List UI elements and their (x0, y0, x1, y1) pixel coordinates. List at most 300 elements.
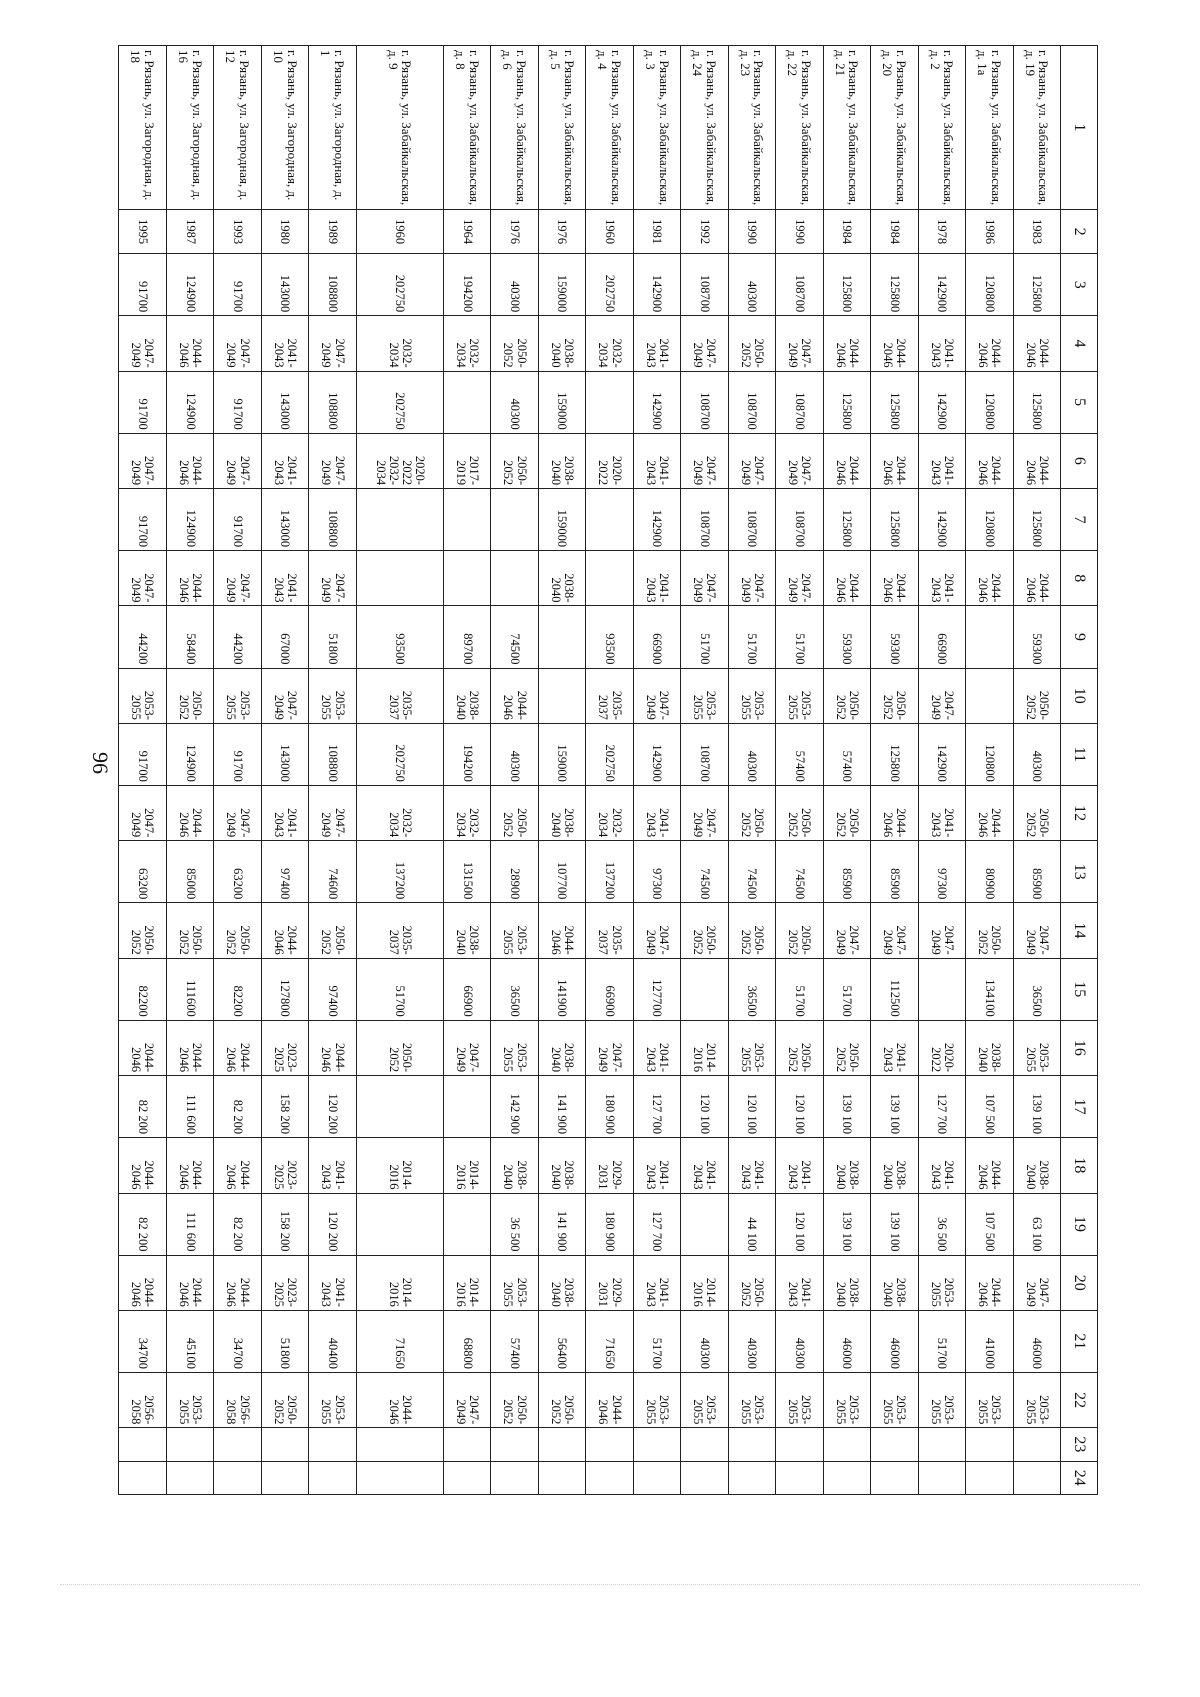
table-row (871, 46, 918, 1495)
table-cell: 2047- 2049 (681, 433, 728, 488)
table-cell (728, 1428, 775, 1461)
table-cell: 2053- 2055 (871, 1372, 918, 1427)
table-cell: 82200 (119, 958, 167, 1020)
table-cell: 93500 (586, 606, 633, 668)
table-cell: 2050- 2052 (491, 433, 538, 488)
table-cell: 143000 (261, 489, 308, 551)
table-cell: 143000 (261, 371, 308, 433)
table-cell: 2053- 2055 (728, 1372, 775, 1427)
table-cell: 1984 (871, 209, 918, 253)
table-cell: 2041- 2043 (728, 1138, 775, 1193)
table-cell: 82 200 (119, 1076, 167, 1138)
table-cell (443, 551, 490, 606)
table-cell: 2023- 2025 (261, 1020, 308, 1075)
table-cell: 2044- 2046 (119, 1138, 167, 1193)
table-cell: 2047- 2049 (261, 668, 308, 723)
table-cell: 142900 (633, 371, 680, 433)
table-cell: 111600 (166, 958, 213, 1020)
table-cell: 2038- 2040 (491, 1138, 538, 1193)
table-cell: 142900 (918, 254, 965, 316)
table-cell: 2050- 2052 (728, 316, 775, 371)
table-cell: 2038- 2040 (538, 1020, 585, 1075)
table-cell: г. Рязань, ул. Забайкальская, д. 20 (871, 46, 918, 210)
table-cell: 34700 (214, 1310, 261, 1372)
table-cell: 108700 (776, 254, 823, 316)
table-cell: 2053- 2055 (776, 668, 823, 723)
table-cell: 125800 (871, 254, 918, 316)
table-cell: 66900 (586, 958, 633, 1020)
table-cell: 2041- 2043 (261, 551, 308, 606)
table-cell: 2050- 2052 (728, 1255, 775, 1310)
table-cell: 2041- 2043 (261, 785, 308, 840)
table-cell: 120 100 (776, 1193, 823, 1255)
table-cell (681, 1428, 728, 1461)
table-cell: 2044- 2046 (309, 1020, 356, 1075)
table-cell (119, 1428, 167, 1461)
table-row (261, 46, 308, 1495)
table-cell: 91700 (214, 371, 261, 433)
table-cell: 2029- 2031 (586, 1255, 633, 1310)
table-cell: 2044- 2046 (871, 785, 918, 840)
table-cell: 2053- 2055 (681, 1372, 728, 1427)
table-cell: г. Рязань, ул. Забайкальская, д. 9 (356, 46, 443, 210)
table-cell (443, 489, 490, 551)
column-header-21: 21 (1061, 1310, 1098, 1372)
table-cell: г. Рязань, ул. Забайкальская, д. 21 (823, 46, 870, 210)
table-cell (356, 551, 443, 606)
table-cell: 2041- 2043 (633, 551, 680, 606)
table-cell: 91700 (119, 371, 167, 433)
table-cell: 120 100 (776, 1076, 823, 1138)
table-cell: 91700 (119, 723, 167, 785)
table-cell: 124900 (166, 723, 213, 785)
table-cell: 2044- 2046 (119, 1020, 167, 1075)
table-cell: 202750 (356, 254, 443, 316)
table-cell: 2041- 2043 (918, 1138, 965, 1193)
column-header-11: 11 (1061, 723, 1098, 785)
table-cell: 143000 (261, 254, 308, 316)
table-cell (443, 371, 490, 433)
table-cell: 108700 (681, 254, 728, 316)
table-cell: 2047- 2049 (776, 433, 823, 488)
table-cell: 51700 (356, 958, 443, 1020)
table-cell: 141 900 (538, 1076, 585, 1138)
table-cell: 131500 (443, 841, 490, 903)
table-cell: 2047- 2049 (309, 433, 356, 488)
table-cell: 143000 (261, 723, 308, 785)
table-cell: 46000 (823, 1310, 870, 1372)
table-row (966, 46, 1013, 1495)
table-cell: 108700 (681, 489, 728, 551)
table-cell: 158 200 (261, 1076, 308, 1138)
table-cell: 2053- 2055 (491, 1020, 538, 1075)
table-cell: 2044- 2046 (166, 316, 213, 371)
table-cell: 2041- 2043 (633, 1255, 680, 1310)
table-cell (214, 1428, 261, 1461)
table-cell: 57400 (491, 1310, 538, 1372)
table-cell: 1986 (966, 209, 1013, 253)
table-cell: 91700 (214, 489, 261, 551)
table-cell: 112500 (871, 958, 918, 1020)
table-cell: 2047- 2049 (681, 785, 728, 840)
table-cell (356, 489, 443, 551)
table-cell: 97300 (633, 841, 680, 903)
table-cell: 91700 (119, 489, 167, 551)
table-cell: 120 200 (309, 1076, 356, 1138)
table-cell (918, 1461, 965, 1494)
table-cell: 2056- 2058 (119, 1372, 167, 1427)
table-cell: 2041- 2043 (633, 1020, 680, 1075)
table-cell: 2014- 2016 (443, 1255, 490, 1310)
table-cell: 66900 (633, 606, 680, 668)
table-cell: 59300 (823, 606, 870, 668)
table-cell: 2047- 2049 (776, 316, 823, 371)
table-cell: 134100 (966, 958, 1013, 1020)
table-cell (443, 1076, 490, 1138)
table-cell (918, 1428, 965, 1461)
table-cell: 40300 (776, 1310, 823, 1372)
table-cell: 2047- 2049 (214, 316, 261, 371)
table-cell: 82 200 (119, 1193, 167, 1255)
table-row (823, 46, 870, 1495)
table-row (491, 46, 538, 1495)
table-cell: 2044- 2046 (966, 433, 1013, 488)
table-cell: 139 100 (823, 1193, 870, 1255)
table-cell: 2029- 2031 (586, 1138, 633, 1193)
page-number: 96 (88, 752, 113, 774)
table-cell: 40300 (491, 254, 538, 316)
table-cell: 40400 (309, 1310, 356, 1372)
table-cell: 2050- 2052 (491, 316, 538, 371)
table-cell: 2047- 2049 (918, 903, 965, 958)
table-cell: 2050- 2052 (776, 785, 823, 840)
table-cell: 2044- 2046 (166, 1020, 213, 1075)
table-cell: 2050- 2052 (776, 1020, 823, 1075)
table-cell (443, 1193, 490, 1255)
table-cell: 2038- 2040 (966, 1020, 1013, 1075)
table-cell: 40300 (491, 371, 538, 433)
table-cell: 194200 (443, 723, 490, 785)
table-cell: 36 500 (918, 1193, 965, 1255)
table-cell: 2047- 2049 (309, 785, 356, 840)
table-cell: 2041- 2043 (261, 433, 308, 488)
table-cell: 2038- 2040 (538, 316, 585, 371)
table-cell: г. Рязань, ул. Забайкальская, д. 2 (918, 46, 965, 210)
table-cell: 2047- 2049 (309, 316, 356, 371)
table-cell (356, 1076, 443, 1138)
table-cell: 2053- 2055 (491, 903, 538, 958)
table-cell: 2050- 2052 (728, 903, 775, 958)
table-cell: 91700 (214, 723, 261, 785)
table-body (119, 46, 1061, 1495)
column-header-23: 23 (1061, 1428, 1098, 1461)
table-row (309, 46, 356, 1495)
table-cell: 2014- 2016 (443, 1138, 490, 1193)
column-header-7: 7 (1061, 489, 1098, 551)
table-row (166, 46, 213, 1495)
table-cell: 142900 (918, 489, 965, 551)
table-cell: 108700 (776, 489, 823, 551)
table-cell: 2044- 2046 (166, 1138, 213, 1193)
table-cell: 2047- 2049 (443, 1020, 490, 1075)
table-cell: 2044- 2046 (214, 1020, 261, 1075)
table-cell: 2038- 2040 (823, 1138, 870, 1193)
table-cell: 2014- 2016 (681, 1020, 728, 1075)
table-cell (918, 958, 965, 1020)
table-cell: 2047- 2049 (586, 1020, 633, 1075)
table-cell: 108700 (728, 489, 775, 551)
column-header-6: 6 (1061, 433, 1098, 488)
table-cell: 120800 (966, 254, 1013, 316)
column-header-4: 4 (1061, 316, 1098, 371)
table-cell: 68800 (443, 1310, 490, 1372)
table-cell: 107700 (538, 841, 585, 903)
column-header-2: 2 (1061, 209, 1098, 253)
table-cell: 2035- 2037 (586, 903, 633, 958)
table-cell: 2041- 2043 (918, 316, 965, 371)
table-cell: 2038- 2040 (538, 1255, 585, 1310)
table-cell: 2047- 2049 (309, 551, 356, 606)
table-cell: 85900 (823, 841, 870, 903)
table-cell: 2032- 2034 (586, 316, 633, 371)
column-header-3: 3 (1061, 254, 1098, 316)
table-cell: 2050- 2052 (728, 785, 775, 840)
table-cell: 2044- 2046 (119, 1255, 167, 1310)
column-header-10: 10 (1061, 668, 1098, 723)
table-cell: 124900 (166, 371, 213, 433)
table-cell: 2041- 2043 (633, 1138, 680, 1193)
table-cell: 141 900 (538, 1193, 585, 1255)
table-cell: 97300 (918, 841, 965, 903)
table-cell: 85900 (871, 841, 918, 903)
column-header-5: 5 (1061, 371, 1098, 433)
table-cell (966, 668, 1013, 723)
table-cell: 2050- 2052 (166, 668, 213, 723)
table-cell: 107 500 (966, 1076, 1013, 1138)
table-cell: 2044- 2046 (1013, 316, 1060, 371)
table-row (119, 46, 167, 1495)
table-cell: 2044- 2046 (214, 1255, 261, 1310)
table-cell: 2050- 2052 (823, 668, 870, 723)
table-cell (823, 1428, 870, 1461)
table-cell: 2053- 2055 (1013, 1020, 1060, 1075)
table-cell: 56400 (538, 1310, 585, 1372)
table-cell: 2047- 2049 (119, 316, 167, 371)
table-cell: 74500 (491, 606, 538, 668)
table-cell: 2050- 2052 (823, 1020, 870, 1075)
table-cell: 2047- 2049 (119, 551, 167, 606)
table-cell: 2041- 2043 (918, 433, 965, 488)
table-cell: 120800 (966, 371, 1013, 433)
table-cell: 1990 (728, 209, 775, 253)
table-cell: 2044- 2046 (823, 316, 870, 371)
table-cell: 2053- 2055 (1013, 1372, 1060, 1427)
table-cell (728, 1461, 775, 1494)
table-cell: 40300 (491, 723, 538, 785)
table-cell (823, 1461, 870, 1494)
table-cell: 1992 (681, 209, 728, 253)
table-cell: 51700 (776, 606, 823, 668)
table-cell: 74600 (309, 841, 356, 903)
table-cell (443, 1428, 490, 1461)
table-cell: 125800 (1013, 489, 1060, 551)
table-cell: 2050- 2052 (538, 1372, 585, 1427)
table-cell: 2038- 2040 (538, 433, 585, 488)
table-cell: 45100 (166, 1310, 213, 1372)
table-cell (166, 1428, 213, 1461)
table-cell: 1995 (119, 209, 167, 253)
table-cell: 40300 (728, 723, 775, 785)
column-header-1: 1 (1061, 46, 1098, 210)
table-cell: 51700 (681, 606, 728, 668)
table-cell (538, 606, 585, 668)
table-cell: 159000 (538, 254, 585, 316)
table-cell: 2038- 2040 (443, 668, 490, 723)
table-cell: 1960 (586, 209, 633, 253)
table-cell: 2047- 2049 (633, 903, 680, 958)
table-row (356, 46, 443, 1495)
table-cell: 107 500 (966, 1193, 1013, 1255)
table-cell: 2035- 2037 (356, 668, 443, 723)
table-cell: 66900 (443, 958, 490, 1020)
table-cell (538, 1428, 585, 1461)
table-cell: 2032- 2034 (443, 316, 490, 371)
table-cell: 40300 (728, 1310, 775, 1372)
table-cell: 2041- 2043 (918, 785, 965, 840)
table-cell: 125800 (871, 489, 918, 551)
table-cell: 40300 (681, 1310, 728, 1372)
table-cell: 108800 (309, 489, 356, 551)
table-cell: 57400 (823, 723, 870, 785)
table-cell: 2041- 2043 (776, 1138, 823, 1193)
table-cell: 139 100 (1013, 1076, 1060, 1138)
table-cell (586, 1428, 633, 1461)
table-cell: 125800 (823, 254, 870, 316)
table-cell: 111 600 (166, 1193, 213, 1255)
table-cell: 1989 (309, 209, 356, 253)
table-cell: 2020- 2022 (586, 433, 633, 488)
table-cell: 57400 (776, 723, 823, 785)
table-cell: 2044- 2046 (1013, 433, 1060, 488)
column-header-13: 13 (1061, 841, 1098, 903)
table-cell: 125800 (1013, 371, 1060, 433)
header-row (1061, 46, 1098, 1495)
table-cell: 159000 (538, 489, 585, 551)
table-cell: 2020- 2022 (918, 1020, 965, 1075)
table-cell: 2053- 2055 (214, 668, 261, 723)
table-cell: 2047- 2049 (728, 551, 775, 606)
table-cell: г. Рязань, ул. Забайкальская, д. 4 (586, 46, 633, 210)
table-cell: 71650 (586, 1310, 633, 1372)
table-cell (119, 1461, 167, 1494)
table-row (443, 46, 490, 1495)
table-cell (356, 1428, 443, 1461)
table-cell: 1960 (356, 209, 443, 253)
table-cell: г. Рязань, ул. Забайкальская, д. 1а (966, 46, 1013, 210)
table-cell: 2050- 2052 (356, 1020, 443, 1075)
column-header-15: 15 (1061, 958, 1098, 1020)
table-cell: 2032- 2034 (356, 785, 443, 840)
table-cell: 58400 (166, 606, 213, 668)
table-cell: г. Рязань, ул. Забайкальская, д. 23 (728, 46, 775, 210)
table-cell: 2038- 2040 (538, 785, 585, 840)
table-cell: 1984 (823, 209, 870, 253)
table-cell: 2053- 2055 (966, 1372, 1013, 1427)
table-cell: 1964 (443, 209, 490, 253)
table-cell: 142900 (918, 723, 965, 785)
table-cell (356, 1461, 443, 1494)
table-cell: 80900 (966, 841, 1013, 903)
table-cell: 2053- 2055 (633, 1372, 680, 1427)
table-cell: 2053- 2055 (728, 1020, 775, 1075)
table-cell: 2047- 2049 (681, 551, 728, 606)
table-cell: 125800 (823, 371, 870, 433)
table-cell: 2047- 2049 (1013, 1255, 1060, 1310)
table-cell (443, 1461, 490, 1494)
table-cell: 125800 (1013, 254, 1060, 316)
table-cell: 2050- 2052 (823, 785, 870, 840)
table-cell (491, 1461, 538, 1494)
table-cell: 120 100 (728, 1076, 775, 1138)
table-cell: 2041- 2043 (309, 1138, 356, 1193)
table-cell: 51700 (823, 958, 870, 1020)
table-cell: 2053- 2055 (166, 1372, 213, 1427)
table-cell: 1981 (633, 209, 680, 253)
table-cell: 2044- 2046 (1013, 551, 1060, 606)
table-cell: г. Рязань, ул. Забайкальская, д. 5 (538, 46, 585, 210)
table-cell: 2038- 2040 (538, 551, 585, 606)
table-cell: 1978 (918, 209, 965, 253)
table-cell: 51800 (309, 606, 356, 668)
table-cell: 202750 (356, 723, 443, 785)
column-header-9: 9 (1061, 606, 1098, 668)
table-cell: 2053- 2055 (823, 1372, 870, 1427)
table-cell: 91700 (119, 254, 167, 316)
table-cell (776, 1461, 823, 1494)
table-cell: 127 700 (633, 1193, 680, 1255)
table-cell: 36500 (491, 958, 538, 1020)
table-cell (681, 958, 728, 1020)
table-cell: 2047- 2049 (443, 1372, 490, 1427)
table-cell: 2050- 2052 (1013, 668, 1060, 723)
table-row (586, 46, 633, 1495)
column-header-16: 16 (1061, 1020, 1098, 1075)
table-row (918, 46, 965, 1495)
table-cell: 180 900 (586, 1076, 633, 1138)
table-cell: 59300 (1013, 606, 1060, 668)
table-cell: 66900 (918, 606, 965, 668)
table-cell: г. Рязань, ул. Загородная, д. 16 (166, 46, 213, 210)
table-cell: г. Рязань, ул. Забайкальская, д. 24 (681, 46, 728, 210)
table-cell (356, 1193, 443, 1255)
table-cell: 137200 (586, 841, 633, 903)
table-cell: 137200 (356, 841, 443, 903)
table-cell: 67000 (261, 606, 308, 668)
column-header-19: 19 (1061, 1193, 1098, 1255)
table-cell: 2047- 2049 (214, 785, 261, 840)
table-cell: 2050- 2052 (871, 668, 918, 723)
table-cell: 125800 (871, 371, 918, 433)
table-cell: 2038- 2040 (443, 903, 490, 958)
table-cell: 202750 (586, 723, 633, 785)
table-cell (1013, 1428, 1060, 1461)
table-cell: 74500 (728, 841, 775, 903)
table-cell: 120 100 (681, 1076, 728, 1138)
table-cell: 108700 (681, 723, 728, 785)
table-cell: 1976 (491, 209, 538, 253)
table-row (776, 46, 823, 1495)
table-cell (966, 1461, 1013, 1494)
